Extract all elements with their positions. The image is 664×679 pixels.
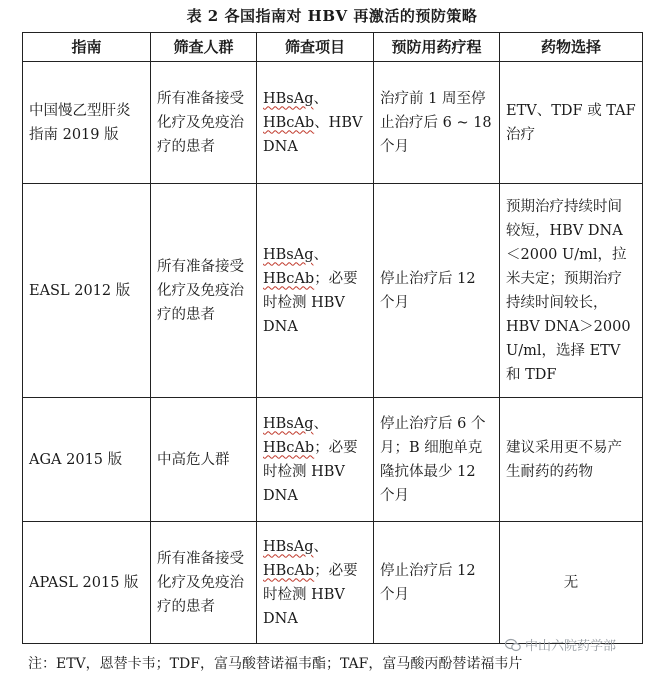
test-hbcab: HBcAb bbox=[263, 270, 315, 287]
cell-guideline: 中国慢乙型肝炎指南 2019 版 bbox=[23, 62, 151, 184]
cell-duration: 治疗前 1 周至停止治疗后 6 ~ 18 个月 bbox=[374, 62, 500, 184]
cell-drug: 预期治疗持续时间较短，HBV DNA＜2000 U/ml，拉米夫定；预期治疗持续时间较长，HBV DNA＞2000 U/ml，选择 ETV 和 TDF bbox=[500, 184, 643, 398]
cell-population: 所有准备接受化疗及免疫治疗的患者 bbox=[151, 184, 257, 398]
cell-drug: ETV、TDF 或 TAF 治疗 bbox=[500, 62, 643, 184]
test-hbsag: HBsAg bbox=[263, 246, 314, 263]
table-row bbox=[23, 62, 643, 184]
table-title: 表 2 各国指南对 HBV 再激活的预防策略 bbox=[186, 7, 478, 25]
cell-tests bbox=[257, 62, 374, 184]
header-drug: 药物选择 bbox=[500, 33, 643, 62]
cell-population: 所有准备接受化疗及免疫治疗的患者 bbox=[151, 522, 257, 644]
test-hbsag: HBsAg bbox=[263, 415, 314, 432]
test-hbsag: HBsAg bbox=[263, 538, 314, 555]
test-hbcab: HBcAb bbox=[263, 439, 315, 456]
header-row bbox=[23, 33, 643, 62]
test-rest: ；必要时检测 HBV DNA bbox=[263, 270, 358, 335]
test-hbsag: HBsAg bbox=[263, 90, 314, 107]
footnote: 注：ETV，恩替卡韦；TDF，富马酸替诺福韦酯；TAF，富马酸丙酚替诺福韦片 bbox=[28, 656, 523, 672]
test-rest: ；必要时检测 HBV DNA bbox=[263, 562, 358, 627]
table-row bbox=[23, 398, 643, 522]
test-rest: 、HBV DNA bbox=[263, 114, 363, 155]
cell-guideline: AGA 2015 版 bbox=[23, 398, 151, 522]
table-row bbox=[23, 184, 643, 398]
cell-guideline: APASL 2015 版 bbox=[23, 522, 151, 644]
test-separator: 、 bbox=[313, 415, 328, 432]
header-guideline: 指南 bbox=[23, 33, 151, 62]
test-hbcab: HBcAb bbox=[263, 114, 315, 131]
watermark bbox=[505, 635, 616, 654]
test-rest: ；必要时检测 HBV DNA bbox=[263, 439, 358, 504]
test-separator: 、 bbox=[313, 246, 328, 263]
cell-duration: 停止治疗后 12 个月 bbox=[374, 184, 500, 398]
cell-tests bbox=[257, 184, 374, 398]
test-separator: 、 bbox=[313, 90, 328, 107]
header-duration: 预防用药疗程 bbox=[374, 33, 500, 62]
wechat-icon bbox=[505, 638, 521, 652]
cell-duration: 停止治疗后 12 个月 bbox=[374, 522, 500, 644]
header-population: 筛查人群 bbox=[151, 33, 257, 62]
cell-tests bbox=[257, 398, 374, 522]
cell-tests bbox=[257, 522, 374, 644]
hbv-strategy-table bbox=[22, 32, 643, 644]
cell-population: 中高危人群 bbox=[151, 398, 257, 522]
table-row bbox=[23, 522, 643, 644]
cell-duration: 停止治疗后 6 个月；B 细胞单克隆抗体最少 12 个月 bbox=[374, 398, 500, 522]
cell-guideline: EASL 2012 版 bbox=[23, 184, 151, 398]
test-hbcab: HBcAb bbox=[263, 562, 315, 579]
cell-drug: 无 bbox=[500, 522, 643, 644]
header-tests: 筛查项目 bbox=[257, 33, 374, 62]
test-separator: 、 bbox=[313, 538, 328, 555]
cell-drug: 建议采用更不易产生耐药的药物 bbox=[500, 398, 643, 522]
watermark-text: 中山六院药学部 bbox=[525, 639, 617, 654]
cell-population: 所有准备接受化疗及免疫治疗的患者 bbox=[151, 62, 257, 184]
